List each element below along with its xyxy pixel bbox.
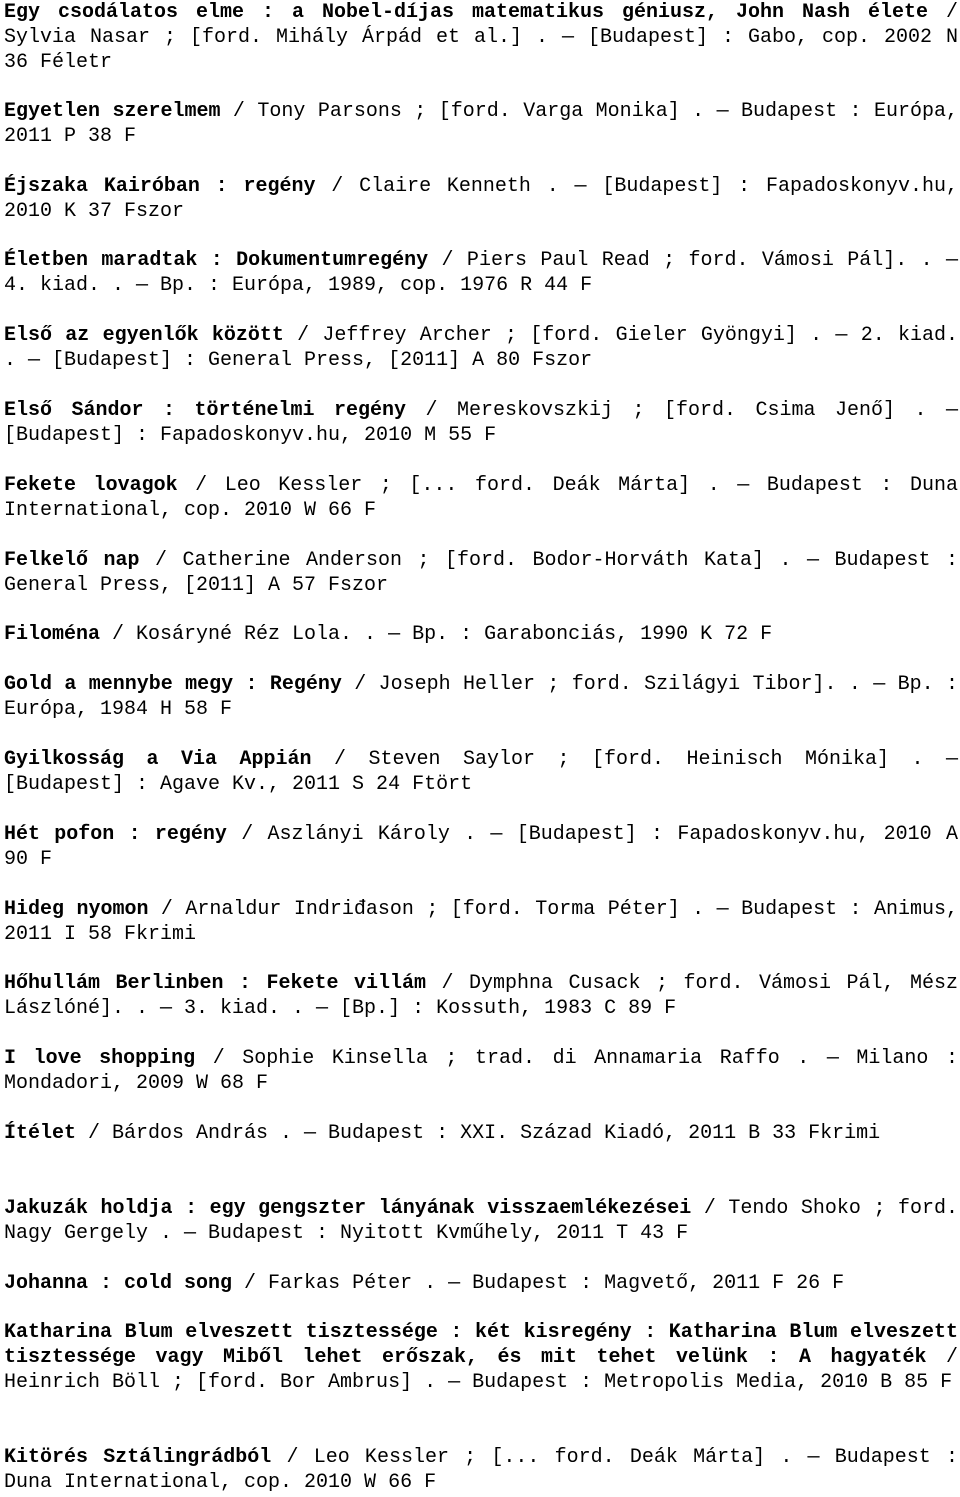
entry-title: Egy csodálatos elme : a Nobel-díjas matematikus géniusz, John Nash élete <box>4 1 928 24</box>
entry-title: Kitörés Sztálingrádból <box>4 1446 272 1469</box>
catalog-entry <box>4 747 958 797</box>
entry-details: / Claire Kenneth . — [Budapest] : Fapadoskonyv.hu, 2010 K 37 Fszor <box>4 175 958 223</box>
catalog-entry <box>4 1046 958 1096</box>
entry-title: Gold a mennybe megy : Regény <box>4 673 342 696</box>
entry-title: Első az egyenlők között <box>4 324 284 347</box>
entry-details: / Sylvia Nasar ; [ford. Mihály Árpád et al.] . — [Budapest] : Gabo, cop. 2002 N 36 Féletr <box>4 1 958 74</box>
entry-title: Első Sándor : történelmi regény <box>4 399 407 422</box>
entry-details: / Bárdos András . — Budapest : XXI. Század Kiadó, 2011 B 33 Fkrimi <box>76 1122 881 1145</box>
entry-title: Jakuzák holdja : egy gengszter lányának visszaemlékezései <box>4 1197 692 1220</box>
catalog-entry <box>4 398 958 448</box>
entry-details: / Jeffrey Archer ; [ford. Gieler Gyöngyi] . — 2. kiad. . — [Budapest] : General Press, [2011] A 80 Fszor <box>4 324 959 372</box>
catalog-entry <box>4 672 958 722</box>
entry-details: / Aszlányi Károly . — [Budapest] : Fapadoskonyv.hu, 2010 A 90 F <box>4 823 958 871</box>
catalog-entry <box>4 1196 958 1246</box>
entry-title: Életben maradtak : Dokumentumregény <box>4 249 429 272</box>
catalog-entry <box>4 622 958 647</box>
catalog-entry <box>4 1320 958 1395</box>
entry-title: Egyetlen szerelmem <box>4 100 221 123</box>
entry-details: / Arnaldur Indriđason ; [ford. Torma Péter] . — Budapest : Animus, 2011 I 58 Fkrimi <box>4 898 958 946</box>
entry-details: / Farkas Péter . — Budapest : Magvető, 2011 F 26 F <box>232 1272 845 1295</box>
entry-details: / Tendo Shoko ; ford. Nagy Gergely . — Budapest : Nyitott Kvműhely, 2011 T 43 F <box>4 1197 958 1245</box>
catalog-entry <box>4 1271 958 1296</box>
entry-title: Hőhullám Berlinben : Fekete villám <box>4 972 427 995</box>
entry-details: / Heinrich Böll ; [ford. Bor Ambrus] . — Budapest : Metropolis Media, 2010 B 85 F <box>4 1346 958 1394</box>
entry-details: / Catherine Anderson ; [ford. Bodor-Horváth Kata] . — Budapest : General Press, [2011] A 57 Fszor <box>4 549 958 597</box>
catalog-entry <box>4 0 958 75</box>
catalog-entry <box>4 971 958 1021</box>
entry-details: / Sophie Kinsella ; trad. di Annamaria Raffo . — Milano : Mondadori, 2009 W 68 F <box>4 1047 958 1095</box>
catalog-entry <box>4 1445 958 1495</box>
entry-title: Ítélet <box>4 1122 77 1145</box>
entry-details: / Mereskovszkij ; [ford. Csima Jenő] . — [Budapest] : Fapadoskonyv.hu, 2010 M 55 F <box>4 399 958 447</box>
entry-details: / Leo Kessler ; [... ford. Deák Márta] . — Budapest : Duna International, cop. 2010 W 66 F <box>4 474 958 522</box>
catalog-entry <box>4 473 958 523</box>
catalog-entry <box>4 323 958 373</box>
entry-details: / Kosáryné Réz Lola. . — Bp. : Garabonciás, 1990 K 72 F <box>100 623 773 646</box>
catalog-entry <box>4 897 958 947</box>
entry-title: Felkelő nap <box>4 549 140 572</box>
catalog-entry <box>4 548 958 598</box>
catalog-entry <box>4 99 958 149</box>
entry-details: / Dymphna Cusack ; ford. Vámosi Pál, Mész Lászlóné]. . — 3. kiad. . — [Bp.] : Kossuth, 1983 C 89 F <box>4 972 958 1020</box>
entry-title: Katharina Blum elveszett tisztessége : két kisregény : Katharina Blum elveszett tisztessége vagy Miből lehet erőszak, és mit tehet velünk : A hagyaték <box>4 1321 958 1369</box>
entry-title: Hideg nyomon <box>4 898 149 921</box>
entry-details: / Leo Kessler ; [... ford. Deák Márta] . — Budapest : Duna International, cop. 2010 W 66 F <box>4 1446 958 1494</box>
entry-details: / Joseph Heller ; ford. Szilágyi Tibor]. . — Bp. : Európa, 1984 H 58 F <box>4 673 958 721</box>
entry-title: Gyilkosság a Via Appián <box>4 748 312 771</box>
catalog-entry <box>4 1121 958 1146</box>
entry-title: Éjszaka Kairóban : regény <box>4 175 316 198</box>
catalog-entry <box>4 174 958 224</box>
entry-title: Hét pofon : regény <box>4 823 227 846</box>
entry-title: Filoména <box>4 623 101 646</box>
entry-details: / Steven Saylor ; [ford. Heinisch Mónika] . — [Budapest] : Agave Kv., 2011 S 24 Ftört <box>4 748 958 796</box>
catalog-entry <box>4 248 958 298</box>
entry-details: / Piers Paul Read ; ford. Vámosi Pál]. . — 4. kiad. . — Bp. : Európa, 1989, cop. 1976 R 44 F <box>4 249 958 297</box>
entry-title: I love shopping <box>4 1047 196 1070</box>
catalog-entry <box>4 822 958 872</box>
entry-details: / Tony Parsons ; [ford. Varga Monika] . — Budapest : Európa, 2011 P 38 F <box>4 100 958 148</box>
entry-title: Fekete lovagok <box>4 474 178 497</box>
entry-title: Johanna : cold song <box>4 1272 233 1295</box>
